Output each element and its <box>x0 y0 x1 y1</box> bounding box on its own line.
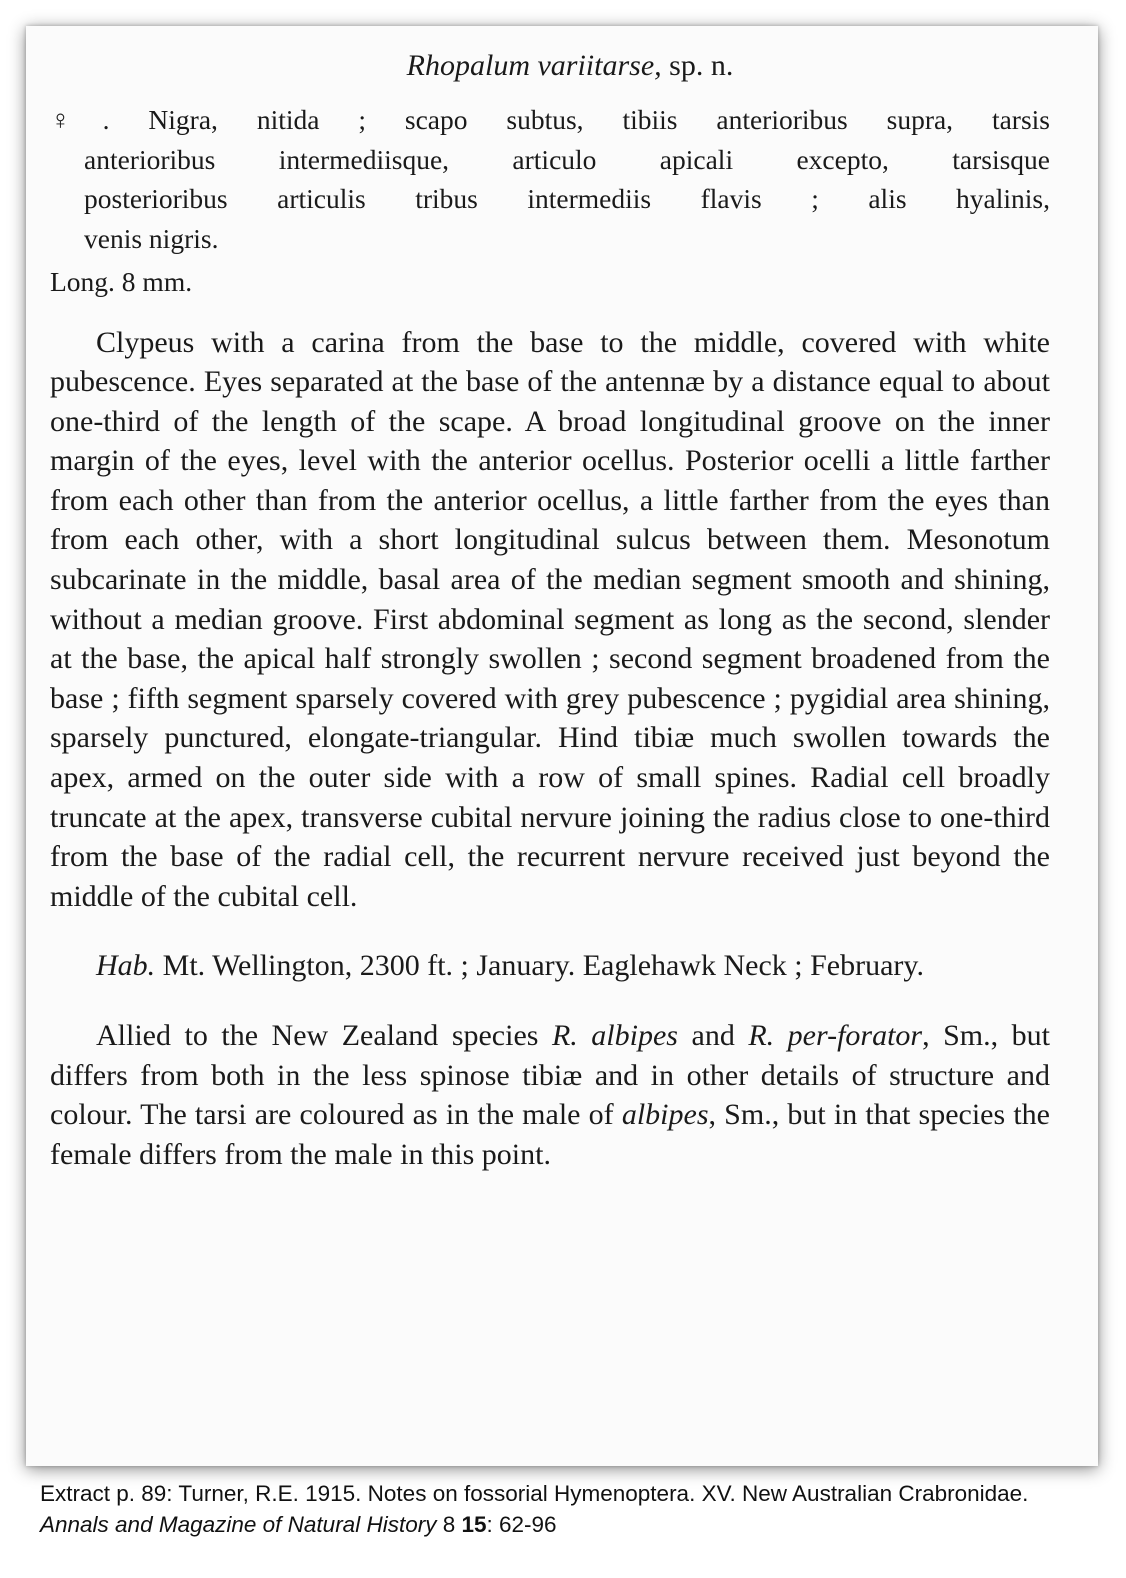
diagnosis-line: posterioribus articulis tribus intermediis flavis ; alis hyalinis, <box>84 183 1050 214</box>
habitat-label: Hab. <box>96 949 156 983</box>
description-paragraph: Clypeus with a carina from the base to the middle, covered with white pubescence. Eyes separated at the base of the antennæ by a distance equal to about one-third of the length of the scape. A broad longitudinal groove on the inner margin of the eyes, level with the anterior ocellus. Posterior ocelli a little farther from each other than from the anterior ocellus, a little farther from the eyes than from each other, with a short longitudinal sulcus between them. Mesonotum subcarinate in the middle, basal area of the median segment smooth and shining, without a median groove. First abdominal segment as long as the second, slender at the base, the apical half strongly swollen ; second segment broadened from the base ; fifth segment sparsely covered with grey pubescence ; pygidial area shining, sparsely punctured, elongate-triangular. Hind tibiæ much swollen towards the apex, armed on the outer side with a row of small spines. Radial cell broadly truncate at the apex, transverse cubital nervure joining the radius close to one-third from the base of the radial cell, the recurrent nervure received just beyond the middle of the cubital cell. <box>50 325 1050 913</box>
species-status: sp. n. <box>661 49 734 82</box>
species-ref: albipes <box>621 1098 709 1132</box>
diagnosis-line: venis nigris. <box>84 222 219 254</box>
habitat-text: Mt. Wellington, 2300 ft. ; January. Eaglehawk Neck ; February. <box>155 949 924 983</box>
species-name: Rhopalum variitarse, <box>406 49 662 82</box>
volume-number: 15 <box>461 1512 487 1537</box>
body-length: Long. 8 mm. <box>50 266 193 297</box>
journal-name: Annals and Magazine of Natural History <box>40 1512 437 1537</box>
species-ref: R. albipes <box>551 1019 678 1052</box>
species-title <box>50 46 1050 86</box>
species-ref: R. per-forator <box>748 1019 923 1052</box>
female-symbol: ♀ <box>50 104 103 135</box>
remarks-paragraph: Allied to the New Zealand species R. albipes and R. per-forator, Sm., but differs from both in the less spinose tibiæ and in other details of structure and colour. The tarsi are coloured as in the male of albipes, Sm., but in that species the female differs from the male in this point. <box>50 1019 1050 1171</box>
source-caption: Extract p. 89: Turner, R.E. 1915. Notes on fossorial Hymenoptera. XV. New Australian Crabronidae. Annals and Magazine of Natural History 8 15: 62-96 <box>40 1481 1029 1537</box>
habitat-paragraph <box>50 946 1050 986</box>
diagnosis-line: anterioribus intermediisque, articulo apicali excepto, tarsisque <box>84 143 1050 175</box>
scanned-page <box>26 26 1098 1466</box>
latin-diagnosis <box>50 100 1050 302</box>
diagnosis-line: ♀. Nigra, nitida ; scapo subtus, tibiis anterioribus supra, tarsis <box>50 104 1051 135</box>
